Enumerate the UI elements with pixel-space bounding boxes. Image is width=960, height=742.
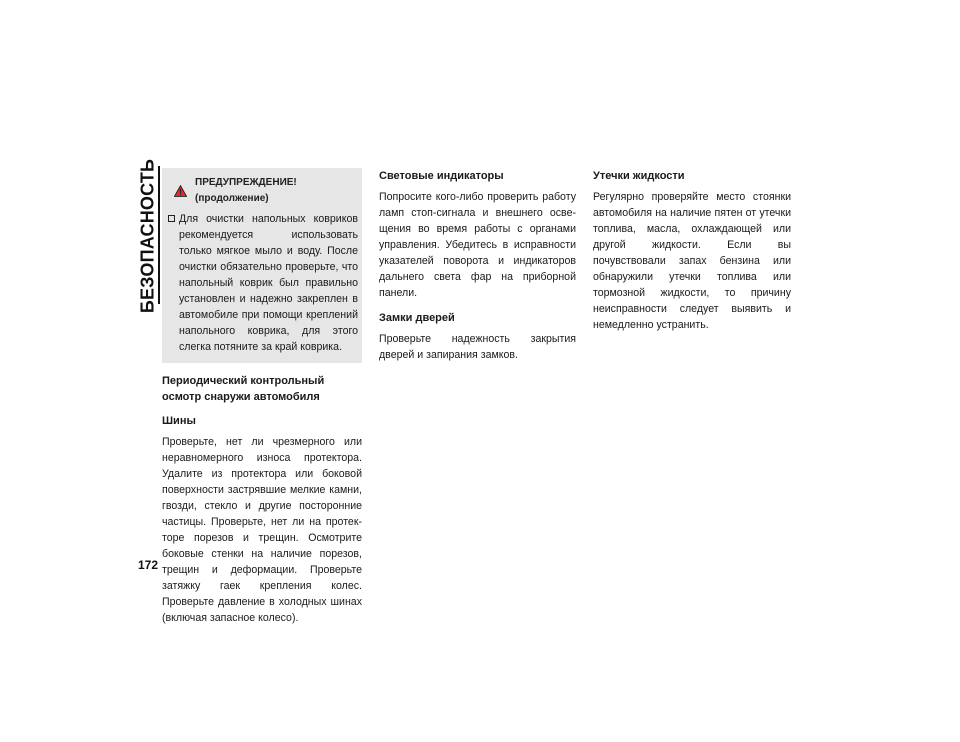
paragraph-fluid-leaks: Регулярно проверяйте место стоянки автомобиля на наличие пятен от утечки топлива, масла, охлаждающей или другой жидкости. Если вы почувствовали запах бензина или обнаружили утечки топлива или тормозной жидкости, то причину неисправности следует выявить и немедленно устранить. (593, 191, 791, 331)
heading-door-locks: Замки дверей (379, 312, 455, 324)
heading-lights: Световые индикаторы (379, 170, 504, 182)
square-bullet-icon (168, 215, 175, 222)
section-side-title (136, 158, 160, 313)
paragraph-door-locks: Проверьте надежность закрытия дверей и запирания замков. (379, 333, 576, 361)
column-3 (593, 168, 791, 342)
section-side-rule (158, 166, 160, 304)
warning-text: Для очистки напольных ковриков рекомендуется использовать только мягкое мыло и воду. После очистки обязательно проверьте, что напольный коврик был правильно установлен и надежно закреплен в автомобиле при помощи креплений напольного коврика, для этого слегка потяните за край коврика. (179, 213, 358, 353)
warning-box (162, 168, 362, 363)
section-title-text: БЕЗОПАСНОСТЬ (137, 158, 158, 313)
warning-triangle-icon (174, 185, 187, 197)
warning-header-text: ПРЕДУПРЕЖДЕНИЕ! (продолжение) (195, 177, 297, 204)
column-2 (379, 168, 576, 372)
paragraph-tires: Проверьте, нет ли чрезмерного или неравномерного износа протектора. Удалите из протектора или боковой поверхности застрявшие мелкие камни, гвозди, стекло и другие посторонние частицы. Проверьте, нет ли на протек-торе порезов и трещин. Осмотрите боковые стенки на наличие порезов, трещин и деформации. Проверьте затяжку гаек крепления колес. Проверьте давление в холодных шинах (включая запасное колесо). (162, 436, 362, 624)
warning-header (168, 175, 358, 211)
page-number: 172 (138, 558, 159, 572)
warning-item (168, 211, 358, 355)
paragraph-lights: Попросите кого-либо проверить работу ламп стоп-сигнала и внешнего осве-щения во время работы с органами управления. Убедитесь в исправности указателей поворота и индикаторов дальнего света фар на приборной панели. (379, 191, 576, 299)
heading-fluid-leaks: Утечки жидкости (593, 170, 685, 182)
heading-tires: Шины (162, 415, 196, 427)
column-1 (162, 168, 362, 635)
heading-exterior-inspection: Периодический контрольный осмотр снаружи автомобиля (162, 375, 325, 403)
